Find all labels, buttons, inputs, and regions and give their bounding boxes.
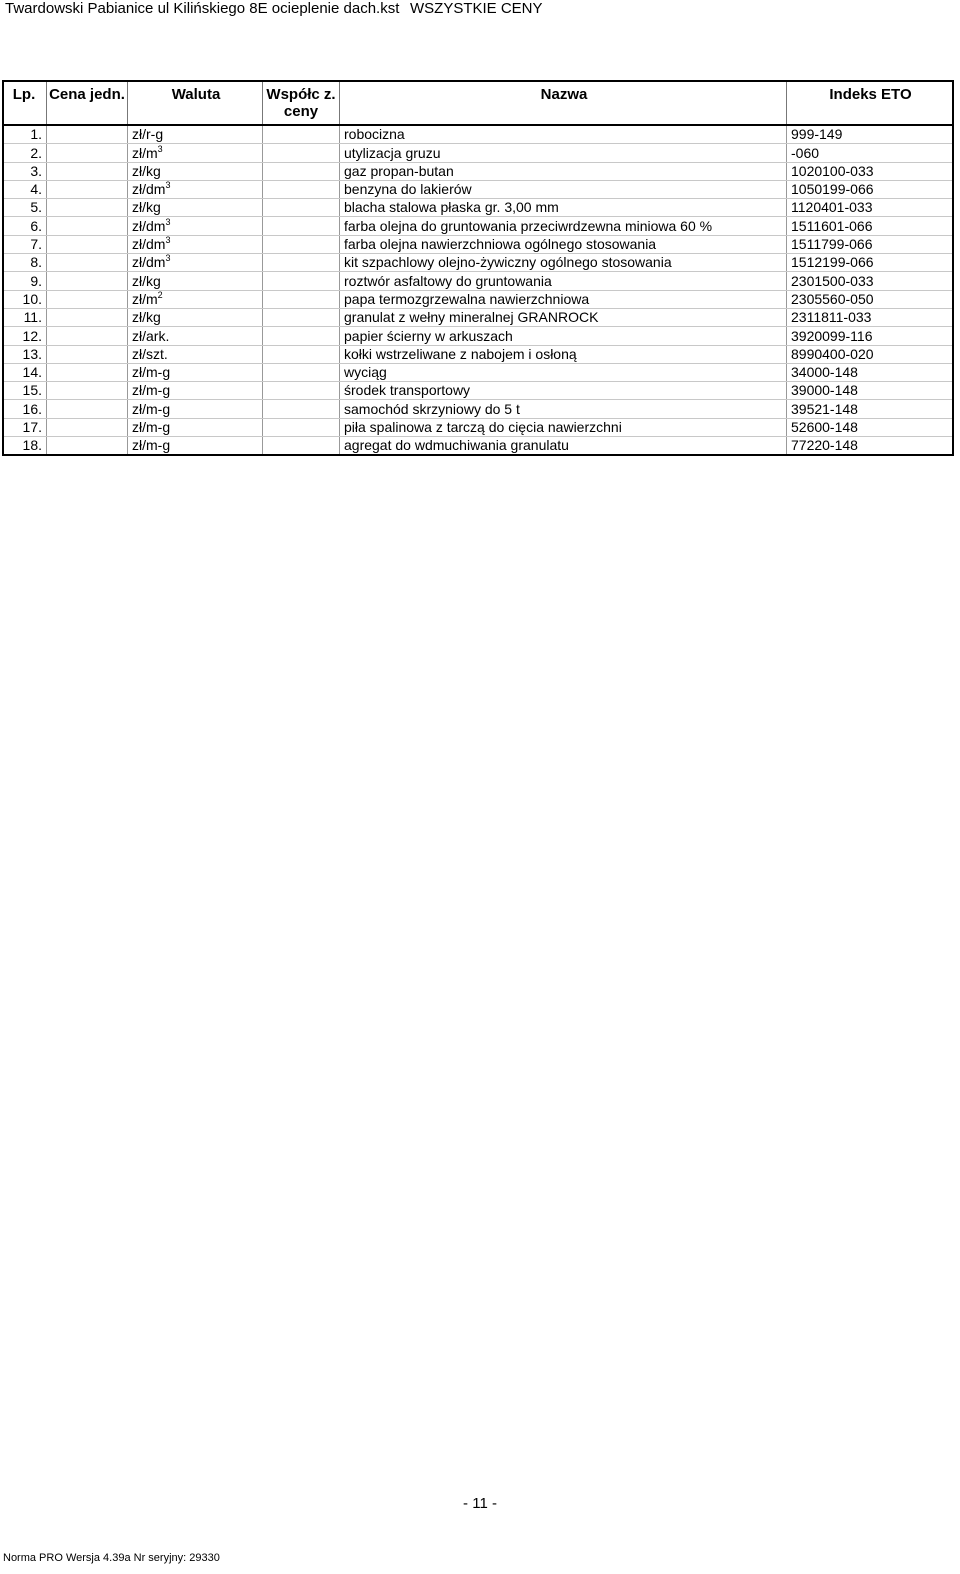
row-name: farba olejna do gruntowania przeciwrdzewna miniowa 60 % [340,217,787,235]
row-unit-price [47,235,128,253]
row-lp: 13. [3,345,47,363]
row-currency [128,327,263,345]
row-currency [128,254,263,272]
row-unit-price [47,382,128,400]
row-currency [128,217,263,235]
row-price-factor [263,327,340,345]
unit-text: zł/szt. [132,345,168,362]
table-header-row [3,81,953,125]
row-name: środek transportowy [340,382,787,400]
row-lp: 11. [3,308,47,326]
row-name: papier ścierny w arkuszach [340,327,787,345]
unit-text: zł/kg [132,272,161,289]
unit-text: zł/dm [132,236,166,253]
row-eto-index: -060 [787,144,954,162]
unit-text: zł/kg [132,309,161,326]
col-header-currency: Waluta [128,81,263,125]
col-header-price-factor: Współc z. ceny [263,81,340,125]
table-row [3,272,953,290]
table-row [3,437,953,456]
row-unit-price [47,290,128,308]
row-eto-index: 2305560-050 [787,290,954,308]
unit-text: zł/dm [132,181,166,198]
row-name: robocizna [340,125,787,144]
table-row [3,290,953,308]
row-lp: 6. [3,217,47,235]
col-header-unit-price: Cena jedn. [47,81,128,125]
row-unit-price [47,400,128,418]
row-name: gaz propan-butan [340,162,787,180]
row-eto-index: 52600-148 [787,418,954,436]
unit-text: zł/m [132,290,158,307]
row-lp: 8. [3,254,47,272]
table-row [3,162,953,180]
row-eto-index: 39521-148 [787,400,954,418]
col-header-lp: Lp. [3,81,47,125]
unit-text: zł/dm [132,254,166,271]
row-currency [128,290,263,308]
table-row [3,308,953,326]
row-name: wyciąg [340,363,787,381]
table-row [3,217,953,235]
row-currency [128,162,263,180]
row-lp: 15. [3,382,47,400]
row-unit-price [47,125,128,144]
unit-text: zł/m-g [132,364,171,381]
row-lp: 17. [3,418,47,436]
unit-text: zł/dm [132,217,166,234]
row-price-factor [263,235,340,253]
row-price-factor [263,290,340,308]
row-lp: 12. [3,327,47,345]
row-currency [128,144,263,162]
unit-text: zł/m-g [132,400,171,417]
row-eto-index: 999-149 [787,125,954,144]
row-unit-price [47,327,128,345]
row-unit-price [47,144,128,162]
row-price-factor [263,199,340,217]
row-name: samochód skrzyniowy do 5 t [340,400,787,418]
row-currency [128,272,263,290]
row-lp: 18. [22,437,42,454]
row-eto-index: 8990400-020 [787,345,954,363]
row-lp: 2. [3,144,47,162]
unit-text: zł/m-g [132,382,171,399]
row-currency [128,308,263,326]
row-eto-index: 3920099-116 [787,327,954,345]
row-name: kit szpachlowy olejno-żywiczny ogólnego stosowania [340,254,787,272]
row-unit-price [47,217,128,235]
table-row [3,363,953,381]
row-eto-index: 1512199-066 [787,254,954,272]
row-name: agregat do wdmuchiwania granulatu [340,437,787,456]
row-price-factor [263,162,340,180]
row-price-factor [263,418,340,436]
row-price-factor [263,125,340,144]
row-price-factor [263,272,340,290]
row-lp: 1. [3,125,47,144]
software-footer: Norma PRO Wersja 4.39a Nr seryjny: 29330 [3,1552,220,1564]
report-title: WSZYSTKIE CENY [410,0,543,17]
table-row [3,199,953,217]
row-name: farba olejna nawierzchniowa ogólnego stosowania [340,235,787,253]
row-price-factor [263,308,340,326]
row-currency [128,418,263,436]
table-row [3,400,953,418]
row-name: blacha stalowa płaska gr. 3,00 mm [340,199,787,217]
table-row [3,125,953,144]
row-lp: 10. [3,290,47,308]
row-price-factor [263,363,340,381]
unit-exponent: 3 [165,253,171,264]
row-unit-price [47,162,128,180]
row-lp: 9. [3,272,47,290]
table-row [3,180,953,198]
unit-exponent: 2 [157,289,163,300]
row-eto-index: 2311811-033 [787,308,954,326]
row-price-factor [263,144,340,162]
row-name: papa termozgrzewalna nawierzchniowa [340,290,787,308]
unit-exponent: 3 [165,180,171,191]
row-eto-index: 1050199-066 [787,180,954,198]
row-unit-price [47,199,128,217]
row-currency [128,382,263,400]
row-currency [128,199,263,217]
row-eto-index: 1511799-066 [787,235,954,253]
table-row [3,327,953,345]
row-unit-price [47,418,128,436]
row-currency [128,180,263,198]
table-row [3,235,953,253]
unit-text: zł/m [132,144,158,161]
unit-exponent: 3 [165,216,171,227]
row-price-factor [263,437,340,456]
row-name: benzyna do lakierów [340,180,787,198]
row-unit-price [47,308,128,326]
row-lp: 3. [3,162,47,180]
row-unit-price [47,345,128,363]
row-price-factor [263,217,340,235]
unit-exponent: 3 [165,235,171,246]
row-currency [128,437,263,456]
document-filename: Twardowski Pabianice ul Kilińskiego 8E ocieplenie dach.kst [5,0,400,17]
page-number: - 11 - [463,1495,497,1512]
row-currency [128,345,263,363]
row-eto-index: 39000-148 [787,382,954,400]
table-row [3,345,953,363]
row-lp: 7. [3,235,47,253]
unit-text: zł/r-g [132,126,164,143]
table-row [3,254,953,272]
table-row [3,418,953,436]
row-name: roztwór asfaltowy do gruntowania [340,272,787,290]
row-name: kołki wstrzeliwane z nabojem i osłoną [340,345,787,363]
unit-text: zł/kg [132,162,161,179]
row-currency [128,125,263,144]
unit-text: zł/m-g [132,419,171,436]
row-eto-index: 1120401-033 [787,199,954,217]
row-eto-index: 1020100-033 [787,162,954,180]
unit-text: zł/kg [132,199,161,216]
unit-text: zł/ark. [132,327,170,344]
row-lp: 16. [3,400,47,418]
col-header-name: Nazwa [340,81,787,125]
row-unit-price [47,363,128,381]
table-row [3,144,953,162]
unit-text: zł/m-g [132,437,171,454]
row-unit-price [47,254,128,272]
row-unit-price [47,437,128,456]
row-currency [128,400,263,418]
row-currency [128,235,263,253]
col-header-eto-index: Indeks ETO [787,81,954,125]
row-price-factor [263,400,340,418]
row-eto-index: 34000-148 [787,363,954,381]
row-eto-index: 2301500-033 [787,272,954,290]
row-price-factor [263,254,340,272]
table-row [3,382,953,400]
price-table [2,80,954,456]
unit-exponent: 3 [157,143,163,154]
table-body [3,125,953,455]
row-lp: 4. [3,180,47,198]
row-name: granulat z wełny mineralnej GRANROCK [340,308,787,326]
row-eto-index: 1511601-066 [787,217,954,235]
row-currency [128,363,263,381]
row-price-factor [263,180,340,198]
row-lp: 5. [3,199,47,217]
row-unit-price [47,272,128,290]
row-name: piła spalinowa z tarczą do cięcia nawierzchni [340,418,787,436]
row-unit-price [47,180,128,198]
row-price-factor [263,345,340,363]
row-lp: 14. [3,363,47,381]
row-price-factor [263,382,340,400]
row-eto-index: 77220-148 [787,437,954,456]
row-name: utylizacja gruzu [340,144,787,162]
